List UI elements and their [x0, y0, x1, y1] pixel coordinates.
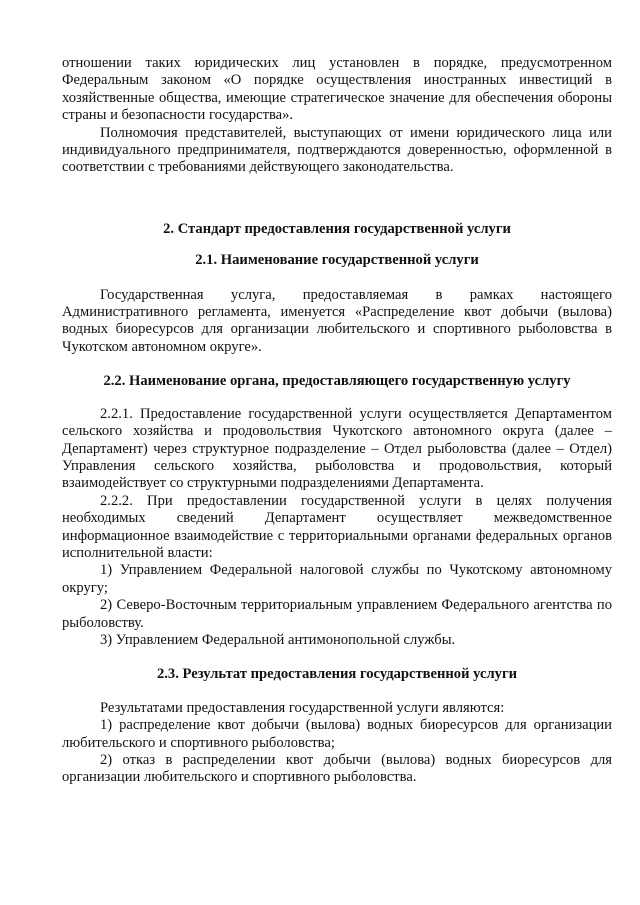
section-2-2-1-paragraph: 2.2.1. Предоставление государственной услуги осуществляется Департаментом сельского хозяйства и продовольствия Чукотского автономного округа (далее – Департамент) через структурное подразделение – Отдел рыболовства (далее – Отдел) Управления сельского хозяйства, рыболовства и продовольствия, который взаимодействует со структурными подразделениями Департамента.	[62, 405, 612, 492]
section-2-1-paragraph: Государственная услуга, предоставляемая в рамках настоящего Административного регламента, именуется «Распределение квот добычи (вылова) водных биоресурсов для организации любительского и спортивного рыболовства в Чукотском автономном округе».	[62, 286, 612, 355]
section-2-heading: 2. Стандарт предоставления государственной услуги	[163, 220, 511, 237]
section-2-2-2-paragraph: 2.2.2. При предоставлении государственной услуги в целях получения необходимых сведений Департамент осуществляет межведомственное информационное взаимодействие с территориальными органами федеральных органов исполнительной власти:	[62, 492, 612, 561]
section-2-3-list-item: 1) распределение квот добычи (вылова) водных биоресурсов для организации любительского и спортивного рыболовства;	[62, 717, 612, 751]
section-2-2-list-item: 3) Управлением Федеральной антимонопольной службы.	[100, 631, 456, 648]
section-2-1-heading: 2.1. Наименование государственной услуги	[195, 252, 479, 269]
intro-paragraph-authority: Полномочия представителей, выступающих от имени юридического лица или индивидуального предпринимателя, подтверждаются доверенностью, оформленной в соответствии с требованиями действующего законодательства.	[62, 124, 612, 176]
section-2-3-heading: 2.3. Результат предоставления государственной услуги	[156, 666, 518, 683]
section-2-2-list-item: 1) Управлением Федеральной налоговой службы по Чукотскому автономному округу;	[62, 562, 612, 596]
section-2-3-lead: Результатами предоставления государственной услуги являются:	[100, 699, 505, 716]
section-2-2-heading: 2.2. Наименование органа, предоставляющего государственную услугу	[103, 373, 571, 390]
intro-paragraph-continuation: отношении таких юридических лиц установлен в порядке, предусмотренном Федеральным законом «О порядке осуществления иностранных инвестиций в хозяйственные общества, имеющие стратегическое значение для обеспечения обороны страны и безопасности государства».	[62, 55, 612, 124]
section-2-2-list-item: 2) Северо-Восточным территориальным управлением Федерального агентства по рыболовству.	[62, 597, 612, 631]
section-2-3-list-item: 2) отказ в распределении квот добычи (вылова) водных биоресурсов для организации любительского и спортивного рыболовства.	[62, 752, 612, 786]
